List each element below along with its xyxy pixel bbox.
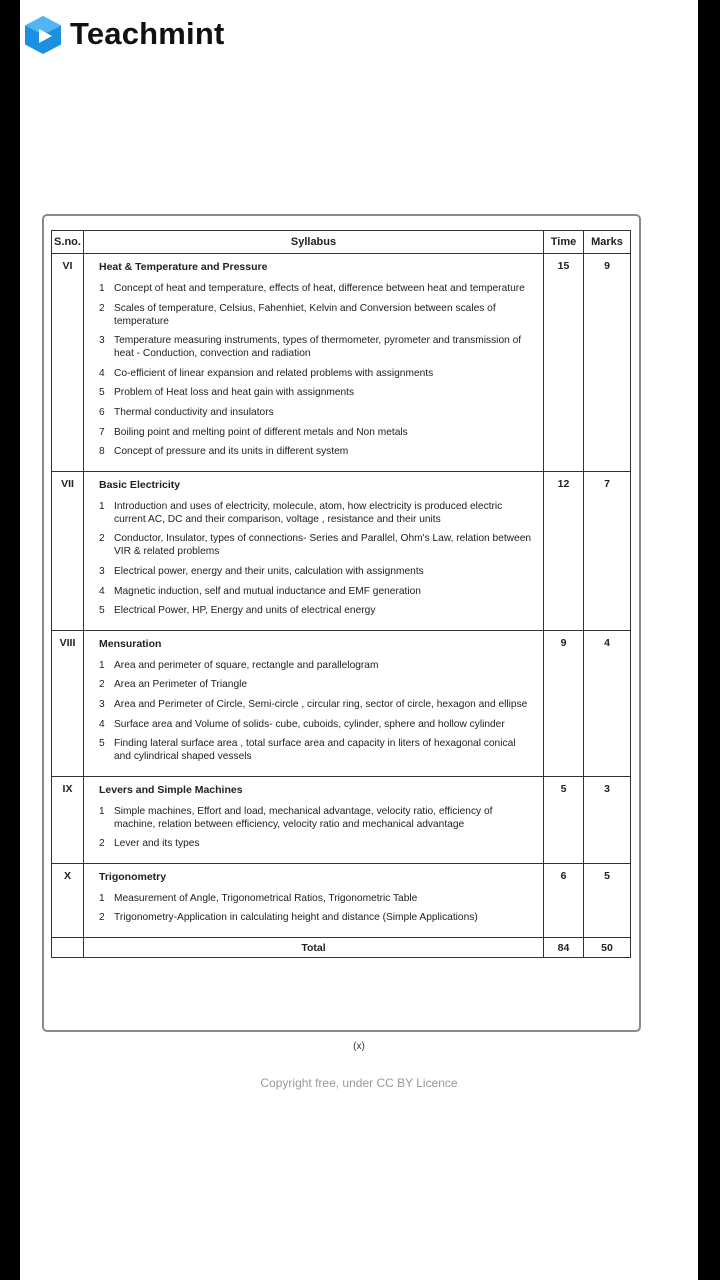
- item-text: Scales of temperature, Celsius, Fahenhiet, Kelvin and Conversion between scales of temperature: [114, 302, 496, 327]
- item-text: Co-efficient of linear expansion and related problems with assignments: [114, 367, 434, 379]
- item-text: Surface area and Volume of solids- cube, cuboids, cylinder, sphere and hollow cylinder: [114, 718, 505, 730]
- item-text: Lever and its types: [114, 838, 200, 850]
- item-text: Magnetic induction, self and mutual inductance and EMF generation: [114, 585, 421, 597]
- topic-title: Basic Electricity: [99, 478, 181, 491]
- row-syllabus: [84, 471, 544, 630]
- total-label: Total: [84, 938, 544, 958]
- total-sno-cell: [52, 938, 84, 958]
- row-marks: 3: [584, 776, 631, 863]
- table-row: [52, 863, 631, 937]
- list-item: [99, 585, 533, 598]
- topic-item-list: [99, 659, 533, 763]
- list-item: [99, 837, 533, 850]
- list-item: [99, 334, 533, 360]
- item-text: Trigonometry-Application in calculating height and distance (Simple Applications): [114, 912, 478, 924]
- item-number: 1: [99, 892, 105, 904]
- item-text: Boiling point and melting point of different metals and Non metals: [114, 426, 408, 438]
- topic-title: Heat & Temperature and Pressure: [99, 261, 268, 273]
- row-time: 6: [544, 863, 584, 937]
- topic-item-list: [99, 892, 533, 925]
- total-time: 84: [544, 938, 584, 958]
- item-text: Finding lateral surface area , total surface area and capacity in liters of hexagonal conical and cylindrical shaped vessels: [114, 738, 516, 763]
- table-row: [52, 630, 631, 776]
- row-sno: VII: [52, 471, 84, 630]
- item-number: 4: [99, 718, 105, 730]
- total-row: [52, 938, 631, 958]
- table-row: [52, 776, 631, 863]
- row-sno: VIII: [52, 630, 84, 776]
- list-item: [99, 565, 533, 578]
- row-time: 9: [544, 630, 584, 776]
- row-marks: 9: [584, 254, 631, 472]
- teachmint-logo-icon: [24, 15, 62, 55]
- item-text: Simple machines, Effort and load, mechanical advantage, velocity ratio, efficiency of machine, relation between efficiency, velocity ratio and mechanical advantage: [114, 805, 493, 830]
- item-text: Problem of Heat loss and heat gain with assignments: [114, 387, 355, 399]
- list-item: [99, 698, 533, 711]
- item-number: 2: [99, 838, 105, 850]
- item-number: 4: [99, 367, 105, 379]
- item-text: Area and perimeter of square, rectangle and parallelogram: [114, 659, 379, 671]
- item-text: Electrical power, energy and their units, calculation with assignments: [114, 565, 424, 577]
- brand-name: Teachmint: [70, 16, 225, 51]
- row-syllabus: [84, 254, 544, 472]
- item-number: 5: [99, 605, 105, 617]
- item-number: 6: [99, 406, 105, 418]
- header-syllabus: Syllabus: [84, 231, 544, 254]
- row-marks: 5: [584, 863, 631, 937]
- topic-title: Mensuration: [99, 637, 162, 650]
- list-item: [99, 445, 533, 458]
- item-text: Introduction and uses of electricity, molecule, atom, how electricity is produced electric current AC, DC and their comparison, voltage , resistance and their units: [114, 500, 503, 525]
- syllabus-table: [51, 230, 631, 958]
- row-time: 5: [544, 776, 584, 863]
- row-time: 12: [544, 471, 584, 630]
- item-number: 5: [99, 387, 105, 399]
- item-number: 2: [99, 533, 105, 545]
- item-number: 8: [99, 446, 105, 458]
- item-number: 1: [99, 500, 105, 512]
- list-item: [99, 406, 533, 419]
- item-text: Area an Perimeter of Triangle: [114, 679, 248, 691]
- item-number: 2: [99, 302, 105, 314]
- list-item: [99, 718, 533, 731]
- item-text: Concept of pressure and its units in different system: [114, 446, 349, 458]
- item-text: Measurement of Angle, Trigonometrical Ratios, Trigonometric Table: [114, 892, 418, 904]
- item-number: 3: [99, 335, 105, 347]
- list-item: [99, 386, 533, 399]
- list-item: [99, 367, 533, 380]
- item-number: 7: [99, 426, 105, 438]
- row-marks: 4: [584, 630, 631, 776]
- list-item: [99, 911, 533, 924]
- item-text: Thermal conductivity and insulators: [114, 406, 274, 418]
- item-number: 3: [99, 565, 105, 577]
- row-syllabus: [84, 776, 544, 863]
- total-marks: 50: [584, 938, 631, 958]
- list-item: [99, 532, 533, 558]
- item-number: 2: [99, 679, 105, 691]
- header-marks: Marks: [584, 231, 631, 254]
- page-number: (x): [353, 1041, 365, 1052]
- teachmint-logo[interactable]: [20, 0, 260, 60]
- item-number: 1: [99, 659, 105, 671]
- license-text: Copyright free, under CC BY Licence: [260, 1076, 458, 1090]
- topic-item-list: [99, 282, 533, 458]
- item-number: 3: [99, 698, 105, 710]
- row-syllabus: [84, 863, 544, 937]
- list-item: [99, 659, 533, 672]
- topic-title: Levers and Simple Machines: [99, 783, 243, 796]
- row-sno: IX: [52, 776, 84, 863]
- header-sno: S.no.: [52, 231, 84, 254]
- list-item: [99, 302, 533, 328]
- list-item: [99, 426, 533, 439]
- document-page: [20, 0, 698, 1280]
- list-item: [99, 892, 533, 905]
- list-item: [99, 282, 533, 295]
- item-number: 4: [99, 585, 105, 597]
- table-row: [52, 471, 631, 630]
- item-number: 1: [99, 283, 105, 294]
- item-text: Concept of heat and temperature, effects of heat, difference between heat and temperature: [114, 283, 525, 294]
- item-text: Temperature measuring instruments, types of thermometer, pyrometer and transmission of heat - Conduction, convection and radiation: [114, 335, 522, 360]
- item-number: 1: [99, 805, 105, 817]
- row-syllabus: [84, 630, 544, 776]
- list-item: [99, 500, 533, 526]
- header-time: Time: [544, 231, 584, 254]
- item-text: Conductor, Insulator, types of connections- Series and Parallel, Ohm's Law, relation between VIR & related problems: [114, 533, 532, 558]
- list-item: [99, 805, 533, 831]
- topic-item-list: [99, 805, 533, 851]
- row-time: 15: [544, 254, 584, 472]
- row-marks: 7: [584, 471, 631, 630]
- item-text: Area and Perimeter of Circle, Semi-circle , circular ring, sector of circle, hexagon and ellipse: [114, 698, 528, 710]
- table-body: [52, 254, 631, 938]
- row-sno: X: [52, 863, 84, 937]
- row-sno: VI: [52, 254, 84, 472]
- list-item: [99, 604, 533, 617]
- topic-title: Trigonometry: [99, 870, 167, 883]
- table-row: [52, 254, 631, 472]
- item-text: Electrical Power, HP, Energy and units of electrical energy: [114, 605, 376, 617]
- list-item: [99, 678, 533, 691]
- list-item: [99, 737, 533, 763]
- item-number: 2: [99, 912, 105, 924]
- topic-item-list: [99, 500, 533, 617]
- item-number: 5: [99, 738, 105, 750]
- table-header-row: [52, 231, 631, 254]
